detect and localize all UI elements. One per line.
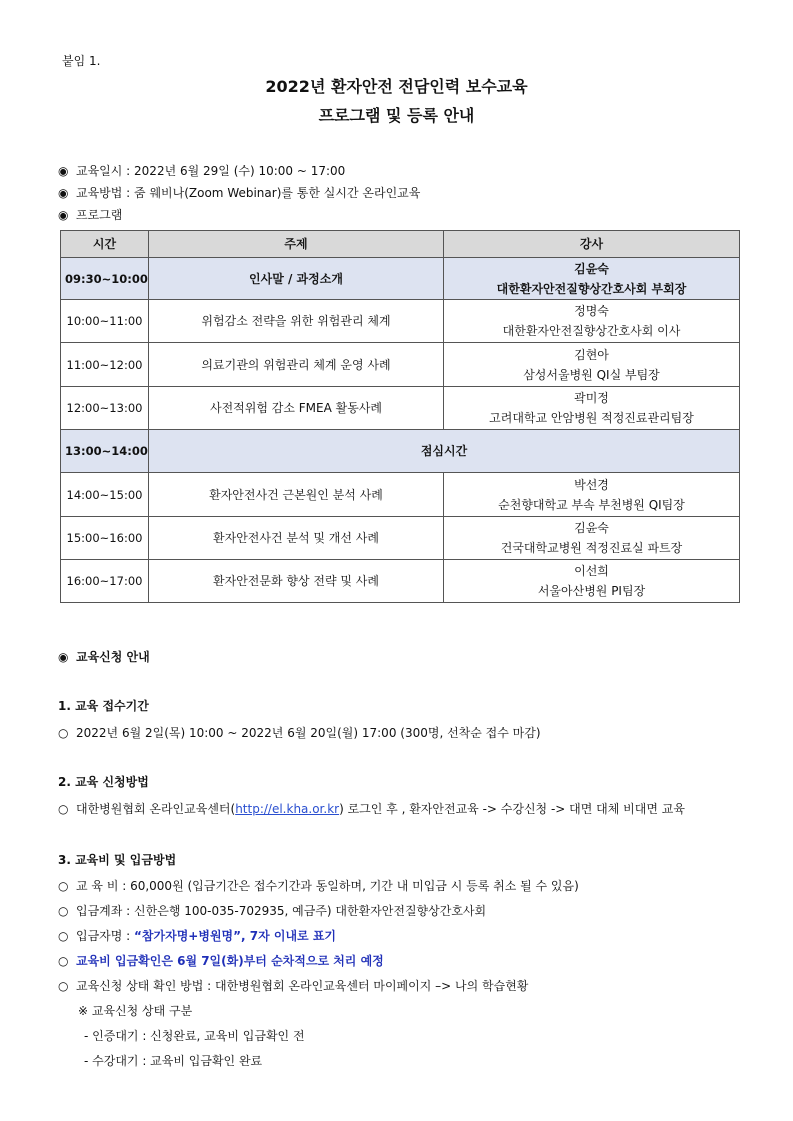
speaker-name: 김현아 (574, 347, 609, 362)
speaker-name: 정명숙 (574, 304, 609, 318)
header-time: 시간 (61, 231, 149, 258)
row-time: 14:00~15:00 (61, 473, 149, 517)
info-method-text: 교육방법 : 줌 웨비나(Zoom Webinar)를 통한 실시간 온라인교육 (76, 186, 421, 200)
table-row (61, 473, 740, 517)
circle-icon: ○ (58, 954, 69, 968)
row-time: 12:00~13:00 (61, 387, 149, 430)
speaker-title: 순천향대학교 부속 부천병원 QI팀장 (498, 497, 685, 512)
header-speaker: 강사 (444, 231, 740, 258)
section-2-heading: 2. 교육 신청방법 (58, 775, 149, 789)
circle-icon: ○ (58, 929, 69, 943)
section-3-account (58, 902, 486, 919)
row-time: 13:00~14:00 (61, 430, 149, 473)
table-header-row (61, 231, 740, 258)
confirm-text: 교육비 입금확인은 6월 7일(화)부터 순차적으로 처리 예정 (76, 954, 384, 968)
row-speaker (444, 258, 740, 300)
row-time: 16:00~17:00 (61, 560, 149, 603)
page-subtitle: 프로그램 및 등록 안내 (318, 106, 475, 125)
depositor-value: “참가자명+병원명”, 7자 이내로 표기 (134, 929, 337, 943)
speaker-name: 김윤숙 (574, 261, 609, 276)
registration-heading (58, 648, 150, 665)
table-row (61, 560, 740, 603)
circle-icon: ○ (58, 802, 69, 816)
row-topic: 환자안전사건 근본원인 분석 사례 (149, 473, 444, 517)
fee-text: 교 육 비 : 60,000원 (입금기간은 접수기간과 동일하며, 기간 내 미입금 시 등록 취소 될 수 있음) (76, 879, 579, 893)
row-lunch: 점심시간 (149, 430, 740, 473)
table-row (61, 387, 740, 430)
speaker-title: 건국대학교병원 적정진료실 파트장 (500, 541, 683, 555)
row-topic: 위험감소 전략을 위한 위험관리 체계 (149, 300, 444, 343)
section-2-line (58, 800, 685, 817)
table-row (61, 258, 740, 300)
section-3-status-check (58, 977, 528, 994)
row-speaker (444, 300, 740, 343)
info-method (58, 184, 420, 201)
info-date (58, 162, 345, 179)
row-time: 11:00~12:00 (61, 343, 149, 387)
header-topic: 주제 (149, 231, 444, 258)
speaker-title: 고려대학교 안암병원 적정진료관리팀장 (489, 411, 694, 425)
circle-icon: ○ (58, 979, 69, 993)
info-program (58, 206, 122, 223)
status-item: - 인증대기 : 신청완료, 교육비 입금확인 전 (84, 1029, 305, 1043)
section-3-fee (58, 877, 579, 894)
info-date-text: 교육일시 : 2022년 6월 29일 (수) 10:00 ~ 17:00 (76, 164, 346, 178)
speaker-name: 이선희 (574, 564, 609, 578)
section-1-line (58, 724, 541, 741)
row-time: 09:30~10:00 (61, 258, 149, 300)
bullet-icon: ◉ (58, 650, 69, 664)
table-row (61, 343, 740, 387)
circle-icon: ○ (58, 726, 69, 740)
page-title: 2022년 환자안전 전담인력 보수교육 (265, 77, 528, 96)
registration-heading-text: 교육신청 안내 (76, 650, 150, 664)
row-time: 10:00~11:00 (61, 300, 149, 343)
row-speaker (444, 517, 740, 560)
bullet-icon: ◉ (58, 186, 69, 200)
table-row-lunch (61, 430, 740, 473)
section-1-heading: 1. 교육 접수기간 (58, 699, 149, 713)
status-heading: ※ 교육신청 상태 구분 (78, 1004, 193, 1018)
depositor-label: 입금자명 : (76, 929, 135, 943)
row-topic: 인사말 / 과정소개 (149, 258, 444, 300)
bullet-icon: ◉ (58, 164, 69, 178)
row-topic: 사전적위험 감소 FMEA 활동사례 (149, 387, 444, 430)
row-time: 15:00~16:00 (61, 517, 149, 560)
account-text: 입금계좌 : 신한은행 100-035-702935, 예금주) 대한환자안전질향상간호사회 (76, 904, 487, 918)
section-1-text: 2022년 6월 2일(목) 10:00 ~ 2022년 6월 20일(월) 17:00 (300명, 선착순 접수 마감) (76, 726, 541, 740)
section-3-heading: 3. 교육비 및 입금방법 (58, 853, 177, 867)
section-2-text-post: ) 로그인 후 , 환자안전교육 -> 수강신청 -> 대면 대체 비대면 교육 (339, 802, 685, 816)
attachment-label: 붙임 1. (62, 54, 101, 68)
status-check-text: 교육신청 상태 확인 방법 : 대한병원협회 온라인교육센터 마이페이지 –> 나의 학습현황 (76, 979, 529, 993)
speaker-title: 대한환자안전질향상간호사회 이사 (502, 324, 681, 338)
education-center-link[interactable]: http://el.kha.or.kr (235, 802, 340, 816)
info-program-text: 프로그램 (76, 208, 123, 222)
section-3-depositor (58, 927, 336, 944)
bullet-icon: ◉ (58, 208, 69, 222)
row-topic: 환자안전사건 분석 및 개선 사례 (149, 517, 444, 560)
speaker-name: 박선경 (574, 477, 609, 492)
row-topic: 의료기관의 위험관리 체계 운영 사례 (149, 343, 444, 387)
table-row (61, 517, 740, 560)
row-topic: 환자안전문화 향상 전략 및 사례 (149, 560, 444, 603)
status-item: - 수강대기 : 교육비 입금확인 완료 (84, 1054, 263, 1068)
row-speaker (444, 560, 740, 603)
circle-icon: ○ (58, 904, 69, 918)
speaker-title: 삼성서울병원 QI실 부팀장 (523, 367, 660, 382)
speaker-title: 대한환자안전질향상간호사회 부회장 (496, 281, 687, 296)
speaker-name: 김윤숙 (574, 521, 609, 535)
program-table (60, 230, 740, 603)
row-speaker (444, 387, 740, 430)
section-3-confirm (58, 952, 384, 969)
speaker-name: 곽미정 (574, 391, 609, 405)
circle-icon: ○ (58, 879, 69, 893)
row-speaker (444, 473, 740, 517)
row-speaker (444, 343, 740, 387)
table-row (61, 300, 740, 343)
speaker-title: 서울아산병원 PI팀장 (537, 584, 646, 598)
section-2-text-pre: 대한병원협회 온라인교육센터( (76, 802, 236, 816)
